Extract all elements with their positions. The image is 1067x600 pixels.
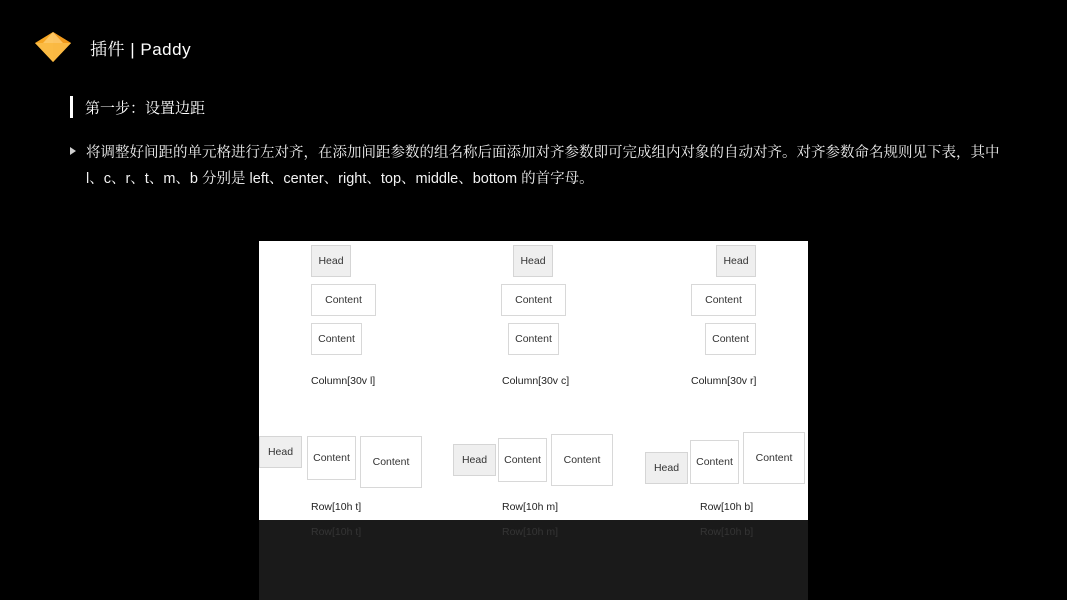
figure-caption: Row[10h m]: [502, 501, 559, 513]
figure-caption-faded: Row[10h t]: [311, 526, 362, 538]
table-cell: Content: [498, 438, 547, 482]
table-cell: Head: [259, 436, 302, 468]
table-cell: Content: [501, 284, 566, 316]
section-accent-bar: [70, 96, 73, 118]
figure-caption: Column[30v c]: [502, 375, 570, 387]
table-cell: Content: [705, 323, 756, 355]
figure-caption: Row[10h b]: [700, 501, 754, 513]
app-header: [32, 26, 191, 68]
figure-caption-faded: Row[10h m]: [502, 526, 559, 538]
body-paragraph-text: 将调整好间距的单元格进行左对齐，在添加间距参数的组名称后面添加对齐参数即可完成组内对象的自动对齐。对齐参数命名规则见下表，其中 l、c、r、t、m、b 分别是 left、center、right、top、middle、bottom 的首字母。: [86, 145, 1000, 187]
page-title: 插件 | Paddy: [90, 39, 192, 59]
figure-caption: Column[30v r]: [691, 375, 757, 387]
section-heading: [70, 96, 205, 118]
table-cell: Head: [716, 245, 756, 277]
table-cell: Content: [508, 323, 559, 355]
table-cell: Head: [645, 452, 688, 484]
triangle-right-icon: [70, 147, 76, 155]
table-cell: Content: [311, 323, 362, 355]
section-heading-label: 第一步：设置边距: [85, 99, 206, 117]
figure-caption: Row[10h t]: [311, 501, 362, 513]
table-cell: Content: [551, 434, 613, 486]
table-cell: Content: [743, 432, 805, 484]
body-paragraph: [70, 140, 1000, 192]
table-cell: Head: [513, 245, 553, 277]
table-cell: Content: [360, 436, 422, 488]
figure-caption-faded: Row[10h b]: [700, 526, 754, 538]
figure-caption: Column[30v l]: [311, 375, 376, 387]
table-cell: Head: [311, 245, 351, 277]
alignment-examples-diagram: [259, 241, 808, 600]
sketch-diamond-icon: [32, 26, 74, 68]
table-cell: Content: [691, 284, 756, 316]
table-cell: Content: [311, 284, 376, 316]
table-cell: Head: [453, 444, 496, 476]
table-cell: Content: [690, 440, 739, 484]
table-cell: Content: [307, 436, 356, 480]
